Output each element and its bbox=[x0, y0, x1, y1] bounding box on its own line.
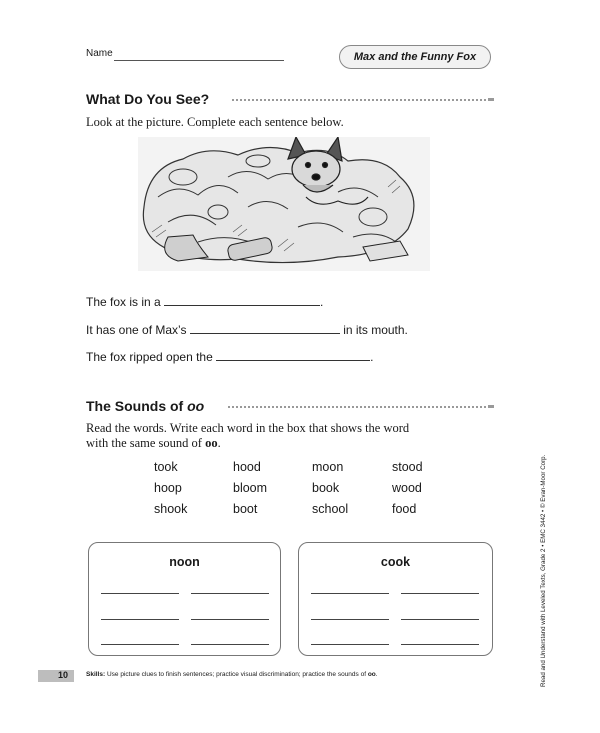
instruction-line2-text: with the same sound of bbox=[86, 436, 202, 450]
instruction-line2-end: . bbox=[217, 436, 221, 450]
sort-box-noon bbox=[88, 542, 281, 656]
answer-line[interactable] bbox=[101, 619, 179, 620]
sentence-3-blank[interactable] bbox=[216, 348, 370, 361]
section2-instruction-line2 bbox=[86, 436, 409, 451]
side-credit: Read and Understand with Leveled Texts, Grade 2 • EMC 3442 • © Evan-Moor Corp. bbox=[540, 454, 547, 687]
answer-line[interactable] bbox=[101, 593, 179, 594]
word-wood: wood bbox=[392, 481, 422, 495]
word-hoop: hoop bbox=[154, 481, 182, 495]
word-took: took bbox=[154, 460, 178, 474]
sentence-3 bbox=[86, 348, 373, 364]
answer-line[interactable] bbox=[101, 644, 179, 645]
word-hood: hood bbox=[233, 460, 261, 474]
section1-instruction: Look at the picture. Complete each sentence below. bbox=[86, 115, 344, 129]
section2-instruction bbox=[86, 421, 409, 451]
instruction-line2-letters: oo bbox=[205, 436, 218, 450]
word-stood: stood bbox=[392, 460, 423, 474]
word-school: school bbox=[312, 502, 349, 516]
sentence-2-text: It has one of Max’s bbox=[86, 323, 187, 337]
answer-line[interactable] bbox=[401, 593, 479, 594]
name-write-line[interactable] bbox=[114, 60, 284, 61]
sentence-2-blank[interactable] bbox=[190, 321, 340, 334]
section2-heading-letters: oo bbox=[187, 398, 205, 414]
skills-note: Skills: Use picture clues to finish sentences; practice visual discrimination; practice the sounds of oo. bbox=[86, 671, 378, 678]
sentence-2-end: in its mouth. bbox=[343, 323, 408, 337]
fox-in-laundry-illustration bbox=[138, 137, 430, 271]
skills-label: Skills: bbox=[86, 671, 106, 678]
answer-line[interactable] bbox=[191, 619, 269, 620]
word-boot: boot bbox=[233, 502, 258, 516]
section2-instruction-line1: Read the words. Write each word in the box that shows the word bbox=[86, 421, 410, 435]
answer-line[interactable] bbox=[311, 619, 389, 620]
answer-line[interactable] bbox=[401, 619, 479, 620]
section-heading-what-do-you-see: What Do You See? bbox=[86, 91, 210, 107]
name-label: Name bbox=[86, 48, 113, 59]
sentence-2 bbox=[86, 321, 408, 337]
sort-box-noon-title: noon bbox=[169, 555, 200, 569]
word-moon: moon bbox=[312, 460, 344, 474]
sentence-3-end: . bbox=[370, 350, 374, 364]
word-bloom: bloom bbox=[233, 481, 268, 495]
skills-text: Use picture clues to finish sentences; practice visual discrimination; practice the sounds of bbox=[106, 671, 367, 678]
page-number-bar bbox=[38, 670, 74, 682]
story-title-badge bbox=[339, 45, 491, 69]
page-number: 10 bbox=[58, 670, 69, 680]
word-book: book bbox=[312, 481, 340, 495]
answer-line[interactable] bbox=[191, 644, 269, 645]
sentence-1-end: . bbox=[320, 295, 324, 309]
sort-box-cook-title: cook bbox=[380, 555, 411, 569]
section-heading-sounds-of-oo bbox=[86, 398, 204, 414]
story-title: Max and the Funny Fox bbox=[353, 51, 477, 63]
heading-dotted-rule bbox=[228, 406, 486, 408]
section2-heading-prefix: The Sounds of bbox=[86, 398, 184, 414]
sentence-1-text: The fox is in a bbox=[86, 295, 161, 309]
answer-line[interactable] bbox=[191, 593, 269, 594]
word-shook: shook bbox=[154, 502, 188, 516]
word-food: food bbox=[392, 502, 417, 516]
sort-box-cook bbox=[298, 542, 493, 656]
sentence-3-text: The fox ripped open the bbox=[86, 350, 213, 364]
sentence-1 bbox=[86, 293, 323, 309]
sentence-1-blank[interactable] bbox=[164, 293, 320, 306]
heading-dotted-rule bbox=[232, 99, 486, 101]
heading-rule-end bbox=[488, 98, 494, 101]
skills-letters: oo bbox=[367, 671, 376, 678]
heading-rule-end bbox=[488, 405, 494, 408]
answer-line[interactable] bbox=[311, 644, 389, 645]
answer-line[interactable] bbox=[401, 644, 479, 645]
answer-line[interactable] bbox=[311, 593, 389, 594]
